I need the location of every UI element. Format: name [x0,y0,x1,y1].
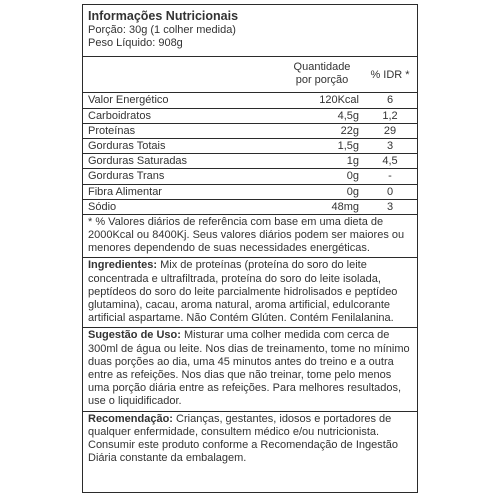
recommendation-label: Recomendação: [88,412,173,425]
nutrition-facts-panel [82,4,418,493]
nutrient-idr: 6 [386,94,394,106]
ingredients-section [83,257,417,327]
nutrient-idr: 29 [383,125,397,138]
ingredients-label: Ingredientes: [88,259,158,272]
nutrient-idr: 4,5 [382,155,398,168]
ingredients-text: Mix de proteínas (proteína do soro do leite concentrada e ultrafiltrada, proteína do soro do leite isolada, peptídeos do soro do leite parcialmente hidrolisados e peptídeo glutamina), cacau, aroma natural, aroma artificial, edulcorante artificial aspartame. Não Contém Glúten. Contém Fenilalanina. [88,259,398,325]
column-header-quantity-line2: por porção [295,74,349,86]
nutrient-name: Carboidratos [88,110,151,123]
usage-label: Sugestão de Uso: [88,329,181,342]
nutrient-name: Gorduras Trans [88,170,165,183]
nutrient-value: 120Kcal [319,94,359,106]
table-row [83,138,417,153]
nutrient-value: 1g [346,155,359,168]
nutrient-value: 0g [346,185,359,198]
column-headers [83,57,417,92]
nutrient-name: Sódio [88,200,117,213]
portion-text: Porção: 30g (1 colher medida) [88,24,236,36]
nutrient-table [83,92,417,215]
nutrient-value: 4,5g [337,110,359,123]
nutrient-name: Proteínas [88,125,136,138]
nutrient-value: 0g [346,170,359,183]
table-row [83,93,417,108]
table-row [83,199,417,214]
nutrient-idr: 3 [386,140,394,153]
footnote: * % Valores diários de referência com base em uma dieta de 2000Kcal ou 8400Kj. Seus valores diários podem ser maiores ou menores dependendo de suas necessidades energéticas. [88,215,405,255]
nutrient-value: 1,5g [337,140,359,153]
column-header-idr: % IDR * [370,69,410,81]
label-title: Informações Nutricionais [88,9,239,23]
recommendation-section [83,411,417,468]
column-header-name [83,57,281,92]
nutrient-idr: 3 [386,200,394,213]
net-weight-text: Peso Líquido: 908g [88,37,183,49]
nutrient-name: Fibra Alimentar [88,185,162,198]
usage-text: Misturar uma colher medida com cerca de 300ml de água ou leite. Nos dias de treinamento, tome no mínimo duas porções ao dia, uma 45 minutos antes do treino e a outra entre as refeições. Nos dias que não treinar, tome pelo menos uma porção diária entre as refeições. Para melhores resultados, use o liquidificador. [88,329,410,408]
table-row [83,108,417,123]
nutrient-idr: 0 [386,185,394,198]
recommendation-text: Crianças, gestantes, idosos e portadores de qualquer enfermidade, consultem médico e/ou nutricionista. Consumir este produto conforme a Recomendação de Ingestão Diária constante da embalagem. [88,412,399,465]
usage-section [83,327,417,410]
column-header-quantity [281,57,363,92]
column-header-quantity-line1: Quantidade [293,61,351,73]
nutrient-value: 48mg [331,200,359,213]
nutrient-idr: - [388,170,392,183]
table-row [83,153,417,168]
table-row [83,123,417,138]
nutrient-name: Gorduras Saturadas [88,155,188,168]
nutrient-idr: 1,2 [382,110,398,123]
nutrient-value: 22g [340,125,359,138]
table-row [83,168,417,183]
table-row [83,184,417,199]
nutrient-name: Valor Energético [88,94,169,106]
nutrient-name: Gorduras Totais [88,140,166,153]
label-header [83,5,417,56]
